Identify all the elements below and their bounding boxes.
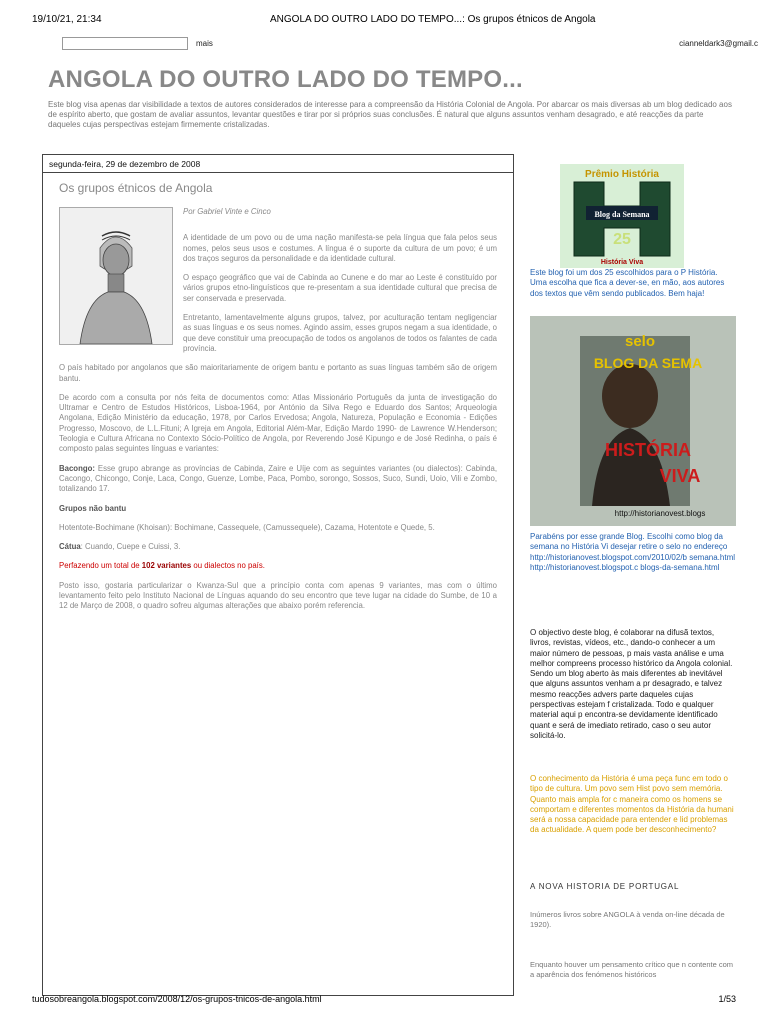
post-date: segunda-feira, 29 de dezembro de 2008 bbox=[43, 155, 513, 173]
total-summary: Perfazendo um total de 102 variantes ou dialectos no país. bbox=[59, 561, 265, 571]
page-number: 1/53 bbox=[718, 994, 736, 1004]
main-column bbox=[42, 154, 514, 996]
badge-number: 25 bbox=[613, 231, 631, 248]
blog-da-semana-text: BLOG DA SEMA bbox=[593, 355, 703, 371]
viva-text: VIVA bbox=[659, 466, 701, 486]
woman-portrait-image[interactable] bbox=[59, 207, 173, 345]
paragraph: Hotentote-Bochimane (Khoisan): Bochimane, Cassequele, (Camussequele), Cazama, Hotentote e Quede, 5. bbox=[59, 522, 435, 532]
search-input[interactable] bbox=[62, 37, 188, 50]
group-name: Cátua bbox=[59, 542, 81, 552]
more-link[interactable]: mais bbox=[196, 39, 213, 48]
congrats-text[interactable]: Parabéns por esse grande Blog. Escolhi como blog da semana no História Vi desejar retire o selo no endereço http://historianovest.blogspot.com/2010/02/b semana.html http://historianovest.blogspot.c blogs-da-semana.html bbox=[530, 532, 736, 572]
premio-historia-badge[interactable] bbox=[560, 164, 684, 268]
blog-title[interactable]: ANGOLA DO OUTRO LADO DO TEMPO... bbox=[48, 66, 523, 93]
sidebar-heading: A NOVA HISTORIA DE PORTUGAL bbox=[530, 882, 680, 891]
group-bacongo bbox=[59, 464, 497, 495]
paragraph: O espaço geográfico que vai de Cabinda ao Cunene e do mar ao Leste é constituído por vários grupos etno-linguísticos que re-presentam a sua identidade cultural que precisa de ser conservada e preservada. bbox=[183, 273, 497, 303]
group-catua bbox=[59, 542, 497, 552]
paragraph: Entretanto, lamentavelmente alguns grupos, talvez, por aculturação tentam negligenciar as suas línguas e os seus nomes. Agindo assim, esses grupos negam a sua identidade, o que deve constituir uma preocupação de todos os angolanos de todos os falantes de cada província. bbox=[183, 313, 497, 353]
paragraph: De acordo com a consulta por nós feita de documentos como: Atlas Missionário Português da junta de investigação do Ultramar e Centro de Estudos Históricos, Lisboa-1964, por António da Silva Rego e Eduardo dos Santos; Arqueologia Angolana, Edição Ministério da educação, 1978, por Carlos Ervedosa; Angola, Natureza, População e Economia - Edições Progresso, Moscovo, de L.L.Fituni; A Igreja em Angola, Editorial Além-Mar, Edição Mardo 1990- de Lawrence W.Henderson; Teologia e Cultura Africana no Contexto Sócio-Político de Angola, por Reverendo José Kipungo e de José Redinha, o país é composto palas seguintes línguas e variantes: bbox=[59, 392, 497, 454]
print-title: ANGOLA DO OUTRO LADO DO TEMPO...: Os grupos étnicos de Angola bbox=[270, 14, 596, 25]
print-url: tudosobreangola.blogspot.com/2008/12/os-grupos-tnicos-de-angola.html bbox=[32, 994, 322, 1004]
print-date: 19/10/21, 21:34 bbox=[32, 14, 102, 25]
badge-url: http://historianovest.blogs bbox=[614, 509, 706, 518]
sidebar-text: Inúmeros livros sobre ANGOLA à venda on-line década de 1920). bbox=[530, 910, 725, 929]
post bbox=[43, 173, 513, 612]
post-title[interactable]: Os grupos étnicos de Angola bbox=[59, 181, 213, 195]
paragraph: O país habitado por angolanos que são maioritariamente de origem bantu e portanto as suas línguas também são de origem bantu. bbox=[59, 363, 497, 383]
group-name: Bacongo: bbox=[59, 463, 95, 473]
non-bantu-heading: Grupos não bantu bbox=[59, 503, 127, 513]
post-author: Por Gabriel Vinte e Cinco bbox=[183, 207, 271, 216]
user-email[interactable]: cianneldark3@gmail.c bbox=[679, 39, 758, 48]
blog-description: Este blog visa apenas dar visibilidade a textos de autores considerados de interesse para a compreensão da História Colonial de Angola. Por abarcar os mais diversas ab um blog dedicado aos de espírito aberto, que gostam de avaliar assuntos, levantar questões e tirar por si próprios suas conclusões. É natural que alguns assuntos venham desagrado, e até reacções da parte daqueles cujas perspectivas estejam firmemente cristalizadas. bbox=[48, 100, 732, 129]
badge-text: Este blog foi um dos 25 escolhidos para o P História. Uma escolha que fica a dever-se, en mão, aos autores dos textos que vêm sendo publicados. Bem haja! bbox=[530, 268, 725, 298]
blogger-navbar bbox=[32, 37, 768, 51]
sidebar bbox=[530, 154, 736, 994]
quote-text: O conhecimento da História é uma peça func em todo o tipo de cultura. Um povo sem Hist povo sem memória. Quanto mais ampla for c maneira como os homens se comportam e diferentes momentos da História da humani será a nossa capacidade para entender e lid problemas da actualidade. A quem pode ber desconhecimento? bbox=[530, 774, 734, 835]
group-text: : Cuando, Cuepe e Cuissi, 3. bbox=[80, 542, 181, 552]
group-text: Esse grupo abrange as províncias de Cabinda, Zaire e Uíje com as seguintes variantes (ou dialectos): Cabinda, Cacongo, Chicongo, Conje, Laca, Congo, Guenze, Lombe, Paca, Pombo, sorongo, Sossos, Suco, Sundi, Uoio, Vili e Zombo, totalizando 17. bbox=[59, 463, 497, 494]
objective-text: O objectivo deste blog, é colaborar na difusã textos, livros, revistas, vídeos, etc., dando-o conhecer a um maior número de pessoas, p mais vasta análise e uma melhor compreens processo histórico da Angola colonial. Sendo um blog aberto às mais diferentes ab inevitável que alguns assuntos venham a pr desagrado, e talvez mesmo reacções advers parte daqueles cujas perspectivas estejam f cristalizada. Todo e qualquer material aqui p encontra-se devidamente identificado quant e será de imediato retirado, caso o seu autor solicitá-lo. bbox=[530, 628, 733, 740]
historia-text: HISTÓRIA bbox=[604, 440, 692, 460]
sidebar-text: Enquanto houver um pensamento crítico que n contente com a aparência dos fenómenos históricos bbox=[530, 960, 734, 979]
badge-line1: Blog da Semana bbox=[594, 210, 650, 219]
badge-bottom-text: História Viva bbox=[600, 259, 644, 266]
selo-blog-da-semana-badge[interactable] bbox=[530, 316, 736, 526]
paragraph: Posto isso, gostaria particularizar o Kwanza-Sul que a princípio conta com apenas 9 variantes, mas com o último levantamento feito pelo Instituto Nacional de Línguas aquando do seu encontro que teve lugar na cidade do Sumbe, de 10 a 12 de Março de 2008, o quadro sofreu algumas alterações que abaixo porém referencia. bbox=[59, 580, 497, 611]
paragraph: A identidade de um povo ou de uma nação manifesta-se pela língua que fala pelos seus nomes, pelos seus usos e costumes. A língua é o suporte da cultura de um povo; é um dos traços seguros da personalidade e da identidade cultural. bbox=[183, 233, 497, 263]
selo-text: selo bbox=[624, 333, 656, 350]
badge-top-text: Prêmio História bbox=[585, 169, 659, 180]
print-footer bbox=[32, 994, 736, 1004]
